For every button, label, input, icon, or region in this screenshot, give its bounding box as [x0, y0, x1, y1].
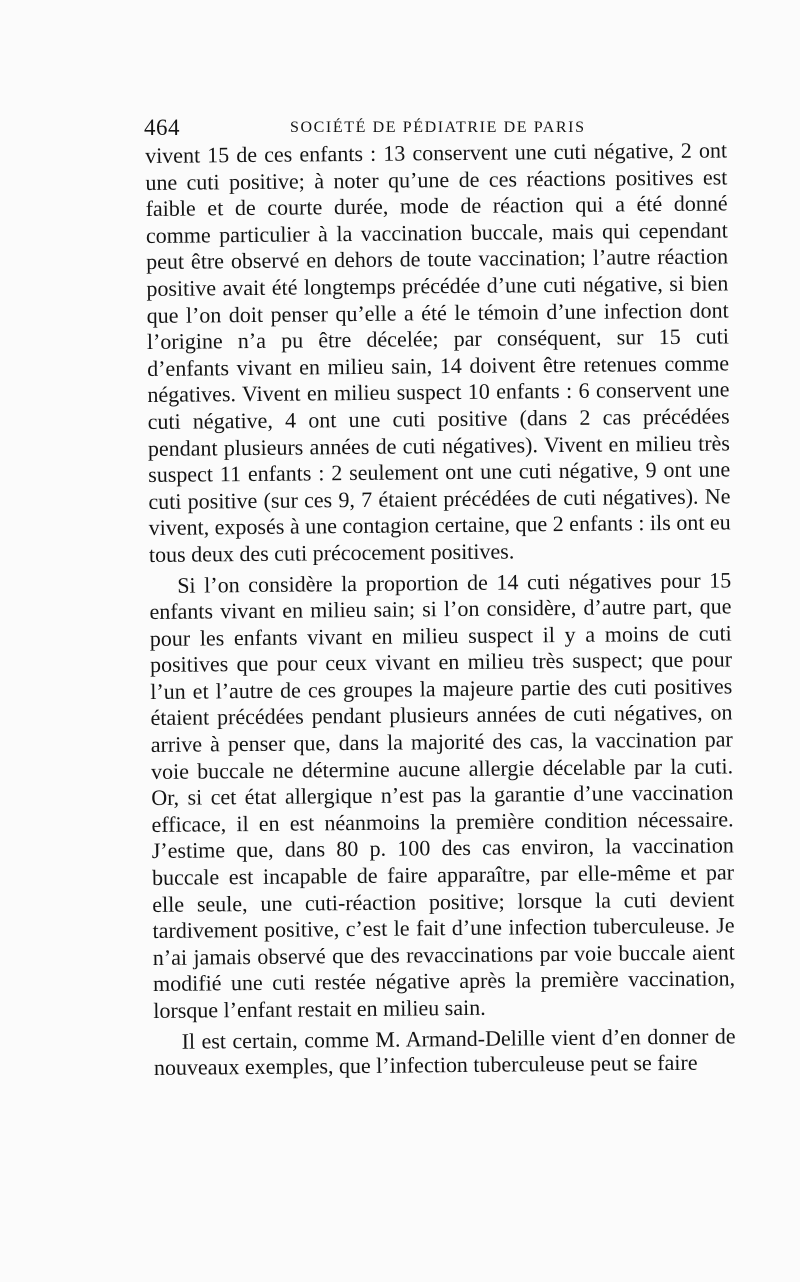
page-number: 464: [144, 115, 180, 140]
running-title: SOCIÉTÉ DE PÉDIATRIE DE PARIS: [290, 119, 586, 136]
paragraph-proportion: Si l’on considère la proportion de 14 cuti négatives pour 15 enfants vivant en milieu sain; si l’on considère, d’autre part, que pour les enfants vivant en milieu suspect il y a moins de cuti positives que pour ceux vivant en milieu très suspect; que pour l’un et l’autre de ces groupes la majeure partie des cuti positives étaient précédées pendant plusieurs années de cuti négatives, on arrive à penser que, dans la majorité des cas, la vaccination par voie buccale ne détermine aucune allergie décelable par la cuti. Or, si cet état allergique n’est pas la garantie d’une vaccination efficace, il en est néanmoins la première condition nécessaire. J’estime que, dans 80 p. 100 des cas environ, la vaccination buccale est incapable de faire apparaître, par elle-même et par elle seule, une cuti-réaction positive; lorsque la cuti devient tardivement positive, c’est le fait d’une infection tuberculeuse. Je n’ai jamais observé que des revaccinations par voie buccale aient modifié une cuti restée négative après la première vaccination, lorsque l’enfant restait en milieu sain.: [149, 566, 736, 1023]
paragraph-certain: Il est certain, comme M. Armand-Delille vient d’en donner de nouveaux exemples, que l’infection tuberculeuse peut se faire: [153, 1022, 736, 1081]
paragraph-continued: vivent 15 de ces enfants : 13 conservent une cuti négative, 2 ont une cuti positive; à noter qu’une de ces réactions positives est faible et de courte durée, mode de réaction qui a été donné comme particulier à la vaccination buccale, mais qui cependant peut être observé en dehors de toute vaccination; l’autre réaction positive avait été longtemps précédée d’une cuti négative, si bien que l’on doit penser qu’elle a été le témoin d’une infection dont l’origine n’a pu être décelée; par conséquent, sur 15 cuti d’enfants vivant en milieu sain, 14 doivent être retenues comme négatives. Vivent en milieu suspect 10 enfants : 6 conservent une cuti négative, 4 ont une cuti positive (dans 2 cas précédées pendant plusieurs années de cuti négatives). Vivent en milieu très suspect 11 enfants : 2 seulement ont une cuti négative, 9 ont une cuti positive (sur ces 9, 7 étaient précédées de cuti négatives). Ne vivent, exposés à une contagion certaine, que 2 enfants : ils ont eu tous deux des cuti précocement positives.: [145, 137, 731, 567]
body-text: [145, 137, 736, 1081]
